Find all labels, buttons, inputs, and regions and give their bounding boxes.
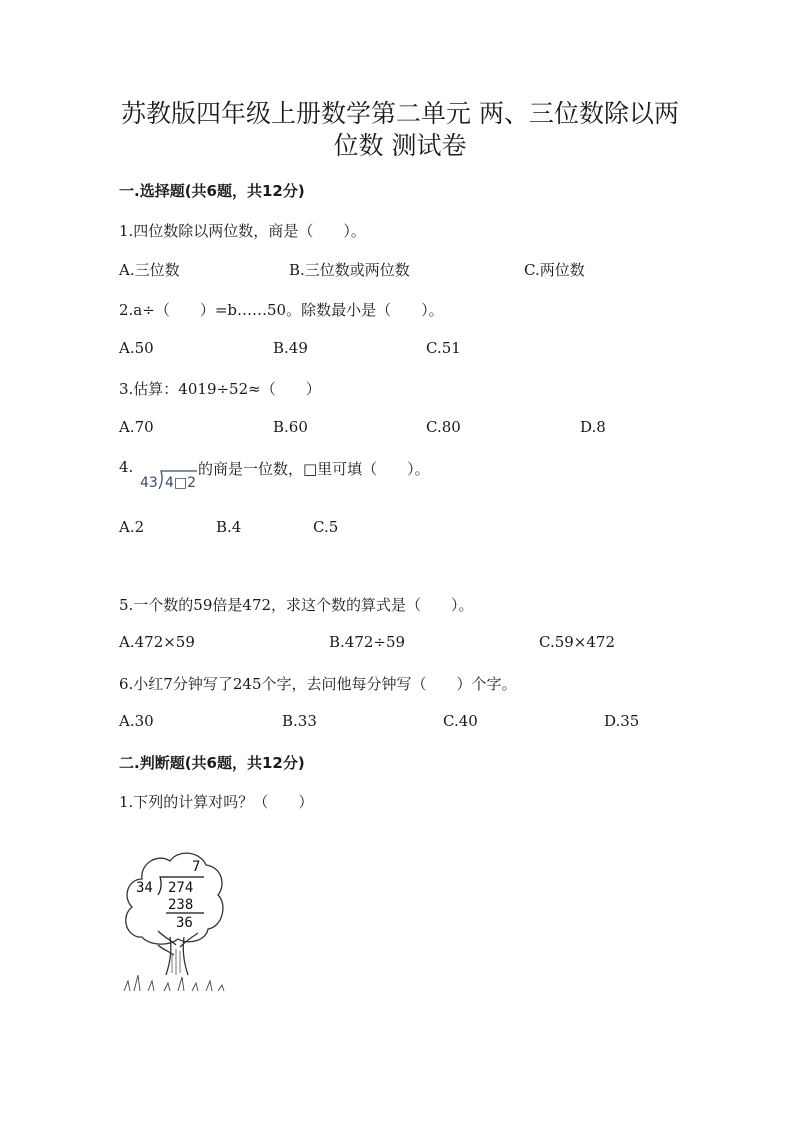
question-4-number: 4. (119, 458, 134, 476)
q6-option-d: D.35 (604, 712, 640, 730)
question-6: 6.小红7分钟写了245个字，去问他每分钟写（ ）个字。 (119, 675, 517, 693)
page-title (100, 98, 700, 162)
q6-option-b: B.33 (282, 712, 317, 730)
title-line-2: 位数 测试卷 (333, 131, 467, 160)
grass (124, 975, 224, 991)
tree-quotient: 7 (192, 859, 201, 875)
title-line-1: 苏教版四年级上册数学第二单元 两、三位数除以两 (121, 99, 679, 128)
q5-option-a: A.472×59 (119, 633, 195, 651)
question-3: 3.估算：4019÷52≈（ ） (119, 380, 321, 398)
q1-option-b: B.三位数或两位数 (289, 261, 410, 279)
judgement-1: 1.下列的计算对吗？（ ） (119, 793, 314, 811)
q3-option-a: A.70 (119, 418, 154, 436)
divisor-text: 43 (140, 475, 158, 491)
tree-trunk (158, 931, 198, 975)
q3-option-b: B.60 (273, 418, 308, 436)
q2-option-c: C.51 (426, 339, 461, 357)
q6-option-c: C.40 (443, 712, 478, 730)
dividend-text: 4□2 (165, 475, 197, 491)
q6-option-a: A.30 (119, 712, 154, 730)
q4-option-a: A.2 (119, 518, 145, 536)
q2-option-a: A.50 (119, 339, 154, 357)
tree-remainder: 36 (176, 915, 193, 931)
question-4: 的商是一位数，□里可填（ ）。 (198, 460, 430, 478)
q3-option-c: C.80 (426, 418, 461, 436)
q5-option-c: C.59×472 (539, 633, 615, 651)
tree-division-figure (118, 845, 230, 995)
q2-option-b: B.49 (273, 339, 308, 357)
section-heading-choice: 一.选择题(共6题，共12分) (119, 182, 305, 200)
q1-option-c: C.两位数 (524, 261, 585, 279)
q1-option-a: A.三位数 (119, 261, 180, 279)
tree-product: 238 (168, 897, 194, 913)
tree-divisor: 34 (136, 880, 153, 896)
trunk-hatching (172, 949, 180, 975)
q4-option-b: B.4 (216, 518, 242, 536)
q5-option-b: B.472÷59 (329, 633, 406, 651)
q4-option-c: C.5 (313, 518, 339, 536)
question-5: 5.一个数的59倍是472，求这个数的算式是（ ）。 (119, 596, 474, 614)
question-2: 2.a÷（ ）=b……50。除数最小是（ ）。 (119, 301, 444, 319)
long-division-figure (140, 468, 198, 492)
tree-dividend: 274 (168, 880, 194, 896)
section-heading-judgement: 二.判断题(共6题，共12分) (119, 754, 305, 772)
question-1: 1.四位数除以两位数，商是（ ）。 (119, 222, 366, 240)
q3-option-d: D.8 (580, 418, 606, 436)
